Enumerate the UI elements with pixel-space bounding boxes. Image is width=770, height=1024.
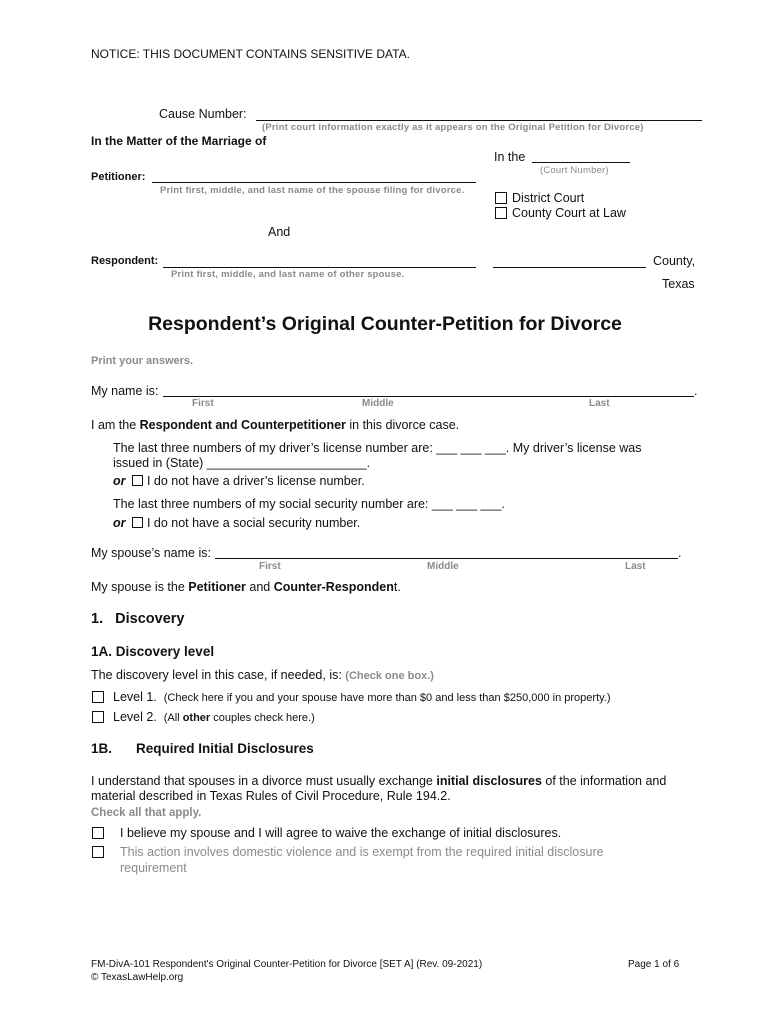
initial-disclosures-number: 1B.: [91, 741, 113, 756]
level2-checkbox[interactable]: [92, 711, 104, 723]
my-name-first-hint: First: [192, 398, 214, 409]
no-ssn-checkbox[interactable]: [132, 517, 143, 528]
disclosures-statement-line1: I understand that spouses in a divorce must usually exchange initial disclosures of the information and: [91, 774, 667, 788]
ssn-statement: The last three numbers of my social security number are: ___ ___ ___.: [113, 497, 505, 511]
spouse-middle-hint: Middle: [427, 561, 459, 572]
level1-option: Level 1. (Check here if you and your spouse have more than $0 and less than $250,000 in property.): [113, 690, 611, 704]
check-all-instruction: Check all that apply.: [91, 807, 202, 819]
spouse-role-statement: My spouse is the Petitioner and Counter-Respondent.: [91, 580, 401, 594]
spouse-first-hint: First: [259, 561, 281, 572]
district-court-checkbox[interactable]: [495, 192, 507, 204]
respondent-name-field[interactable]: [163, 267, 476, 268]
district-court-label: District Court: [512, 191, 585, 205]
spouse-name-label: My spouse’s name is:: [91, 546, 211, 560]
no-ssn-option: or I do not have a social security number.: [113, 516, 361, 530]
my-name-label: My name is:: [91, 384, 159, 398]
drivers-license-state: issued in (State) _______________________.: [113, 456, 371, 470]
petitioner-label: Petitioner:: [91, 171, 146, 183]
court-info-hint: (Print court information exactly as it appears on the Original Petition for Divorce): [262, 122, 644, 133]
my-name-last-hint: Last: [589, 398, 610, 409]
section-discovery-heading: 1. Discovery: [91, 611, 185, 627]
and-label: And: [268, 225, 291, 239]
my-name-period: .: [694, 384, 698, 398]
initial-disclosures-heading: Required Initial Disclosures: [136, 741, 314, 756]
respondent-hint: Print first, middle, and last name of other spouse.: [171, 269, 405, 280]
county-court-checkbox[interactable]: [495, 207, 507, 219]
domestic-violence-label-line2: requirement: [120, 861, 187, 875]
discovery-level-heading: 1A. Discovery level: [91, 644, 215, 659]
no-drivers-license-checkbox[interactable]: [132, 475, 143, 486]
texas-label: Texas: [662, 277, 695, 291]
my-name-middle-hint: Middle: [362, 398, 394, 409]
domestic-violence-checkbox[interactable]: [92, 846, 104, 858]
county-label: County,: [653, 254, 696, 268]
level1-checkbox[interactable]: [92, 691, 104, 703]
discovery-level-question: The discovery level in this case, if needed, is: (Check one box.): [91, 668, 434, 682]
spouse-last-hint: Last: [625, 561, 646, 572]
matter-label: In the Matter of the Marriage of: [91, 134, 267, 148]
print-answers-instruction: Print your answers.: [91, 355, 194, 367]
footer-copyright: © TexasLawHelp.org: [91, 972, 184, 983]
footer-page-number: Page 1 of 6: [628, 959, 680, 970]
cause-number-field[interactable]: [256, 120, 702, 121]
drivers-license-statement: The last three numbers of my driver’s license number are: ___ ___ ___. My driver’s license was: [113, 441, 642, 455]
spouse-name-period: .: [678, 546, 682, 560]
spouse-name-field[interactable]: [215, 558, 678, 559]
level2-option: Level 2. (All other couples check here.): [113, 710, 315, 724]
cause-number-label: Cause Number:: [159, 107, 247, 121]
my-name-field[interactable]: [163, 396, 694, 397]
no-drivers-license-option: or I do not have a driver’s license number.: [113, 474, 365, 488]
waive-disclosures-checkbox[interactable]: [92, 827, 104, 839]
county-court-label: County Court at Law: [512, 206, 626, 220]
respondent-label: Respondent:: [91, 255, 159, 267]
court-number-hint: (Court Number): [540, 165, 609, 176]
waive-disclosures-label: I believe my spouse and I will agree to waive the exchange of initial disclosures.: [120, 826, 562, 840]
county-name-field[interactable]: [493, 267, 646, 268]
court-number-field[interactable]: [532, 162, 630, 163]
petitioner-hint: Print first, middle, and last name of the spouse filing for divorce.: [160, 185, 465, 196]
petitioner-name-field[interactable]: [152, 182, 476, 183]
sensitive-data-notice: NOTICE: THIS DOCUMENT CONTAINS SENSITIVE DATA.: [91, 47, 410, 61]
respondent-role-statement: I am the Respondent and Counterpetitioner in this divorce case.: [91, 418, 460, 432]
disclosures-statement-line2: material described in Texas Rules of Civil Procedure, Rule 194.2.: [91, 789, 451, 803]
footer-form-id: FM-DivA-101 Respondent's Original Counter-Petition for Divorce [SET A] (Rev. 09-2021): [91, 959, 483, 970]
domestic-violence-label-line1: This action involves domestic violence and is exempt from the required initial disclosure: [120, 845, 604, 859]
in-the-label: In the: [494, 150, 526, 164]
document-title: Respondent’s Original Counter-Petition for Divorce: [148, 313, 622, 335]
